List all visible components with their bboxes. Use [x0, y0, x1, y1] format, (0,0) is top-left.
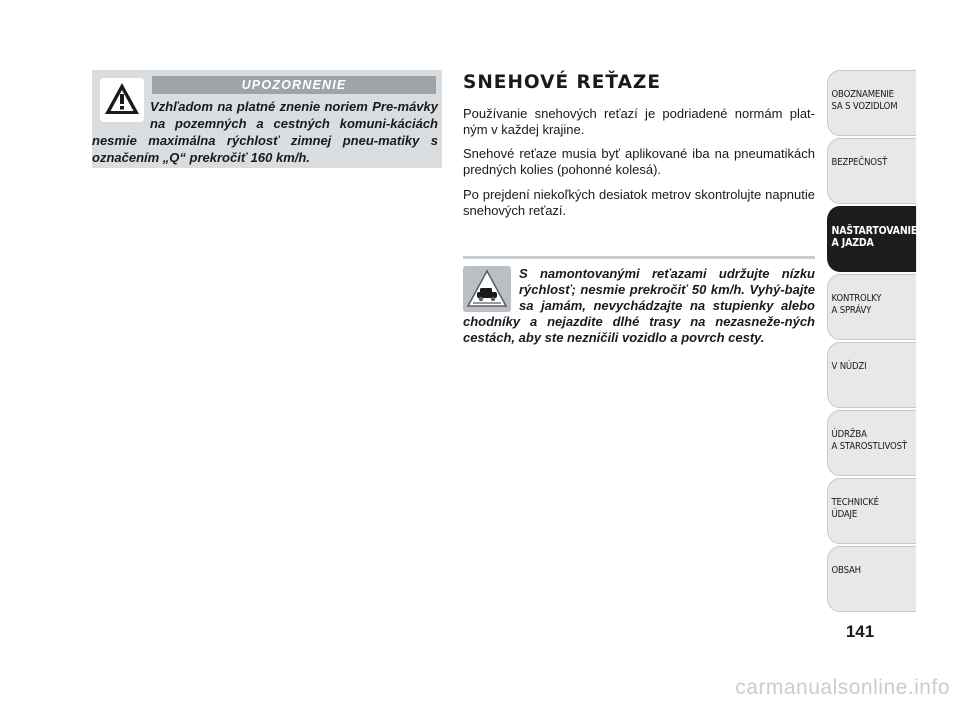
warning-text: Vzhľadom na platné znenie noriem Pre-mávky na pozemných a cestných komuni-káciách nesmie maximálna rýchlosť zimnej pneu-matiky s označením „Q“ prekročiť 160 km/h. — [92, 99, 438, 165]
tab-technicke-udaje[interactable]: TECHNICKÉ ÚDAJE — [827, 478, 916, 544]
page-number: 141 — [845, 622, 875, 641]
paragraph-1: Používanie snehových reťazí je podriadené normám plat-ným v každej krajine. — [463, 106, 815, 137]
tab-v-nudzi[interactable]: V NÚDZI — [827, 342, 916, 408]
tab-bezpecnost[interactable]: BEZPEČNOSŤ — [827, 138, 916, 204]
watermark: carmanualsonline.info — [735, 676, 950, 699]
tab-obsah[interactable]: OBSAH — [827, 546, 916, 612]
paragraph-3: Po prejdení niekoľkých desiatok metrov skontrolujte napnutie snehových reťazí. — [463, 187, 815, 218]
paragraph-2: Snehové reťaze musia byť aplikované iba na pneumatikách predných kolies (pohonné kolesá). — [463, 146, 815, 177]
chapter-tabs — [827, 70, 916, 614]
tab-oboznamenie[interactable]: OBOZNAMENIE SA S VOZIDLOM — [827, 70, 916, 136]
tab-nastartovanie[interactable]: NAŠTARTOVANIE A JAZDA — [827, 206, 916, 272]
chain-warning-note: S namontovanými reťazami udržujte nízku rýchlosť; nesmie prekročiť 50 km/h. Vyhý-bajte sa jamám, nevychádzajte na stupienky alebo chodníky a nejazdite dlhé trasy na nezasneže-ných cestách, aby ste nezničili vozidlo a povrch cesty. — [463, 266, 815, 345]
section-title: SNEHOVÉ REŤAZE — [463, 72, 661, 93]
warning-heading: UPOZORNENIE — [152, 76, 436, 94]
warning-box — [92, 70, 442, 168]
tab-udrzba[interactable]: ÚDRŽBA A STAROSTLIVOSŤ — [827, 410, 916, 476]
divider — [463, 256, 815, 259]
tab-kontrolky[interactable]: KONTROLKY A SPRÁVY — [827, 274, 916, 340]
